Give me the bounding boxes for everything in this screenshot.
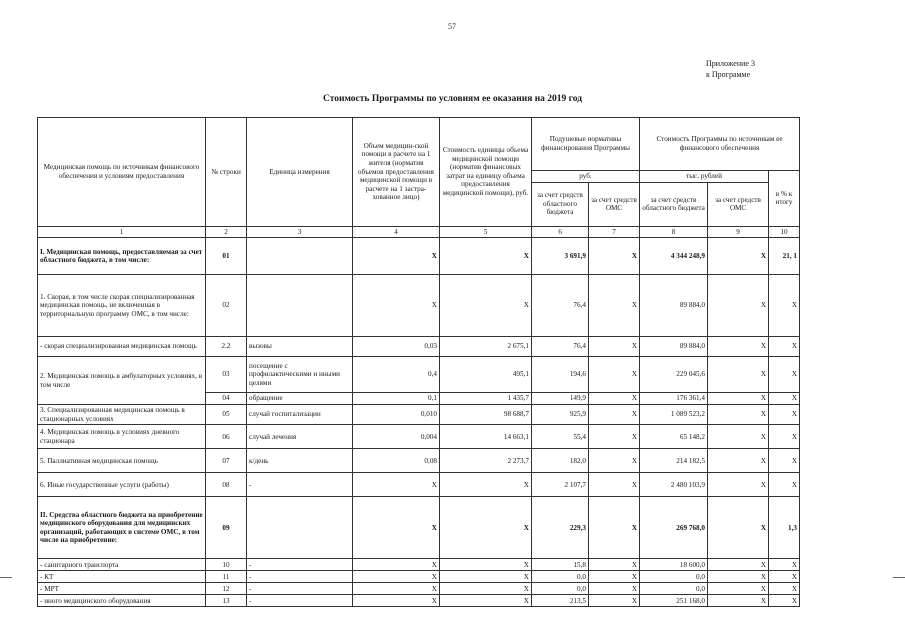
row-oms-cost: X	[708, 405, 769, 425]
row-number: 06	[206, 425, 247, 449]
row-volume: 0,010	[353, 405, 440, 425]
row-unit-cost: 2 675,1	[440, 337, 532, 357]
row-unit	[247, 497, 353, 559]
row-number: 04	[206, 393, 247, 405]
row-name: - иного медицинского оборудования	[38, 595, 206, 607]
row-name: 4. Медицинская помощь в условиях дневного стационара	[38, 425, 206, 449]
row-budget-cost: 4 344 248,9	[640, 238, 708, 275]
row-budget-cost: 0,0	[640, 571, 708, 583]
row-oms-cost: X	[708, 559, 769, 571]
table-row	[38, 425, 800, 449]
row-oms-cost: X	[708, 497, 769, 559]
row-number: 01	[206, 238, 247, 275]
table-body	[38, 238, 800, 607]
row-unit: -	[247, 559, 353, 571]
row-percent: X	[769, 337, 800, 357]
row-oms-cost: X	[708, 357, 769, 393]
row-number: 2.2	[206, 337, 247, 357]
column-number: 5	[440, 226, 532, 238]
header-c6: за счет средств областного бюджета	[532, 182, 589, 226]
row-volume: X	[353, 238, 440, 275]
column-number: 4	[353, 226, 440, 238]
column-number: 1	[38, 226, 206, 238]
row-unit-cost: X	[440, 473, 532, 497]
column-number: 2	[206, 226, 247, 238]
row-unit-cost: 14 663,1	[440, 425, 532, 449]
table-row	[38, 357, 800, 393]
row-number: 03	[206, 357, 247, 393]
row-budget-cost: 1 089 523,2	[640, 405, 708, 425]
row-number: 13	[206, 595, 247, 607]
header-rub: руб.	[532, 171, 640, 183]
row-oms-cost: X	[708, 595, 769, 607]
row-oms-per-capita: X	[589, 449, 640, 473]
row-unit: к/день	[247, 449, 353, 473]
row-name: - скорая специализированная медицинская помощь	[38, 337, 206, 357]
row-unit-cost: 1 435,7	[440, 393, 532, 405]
row-budget-per-capita: 15,8	[532, 559, 589, 571]
row-name: 6. Иные государственные услуги (работы)	[38, 473, 206, 497]
row-unit: случай лечения	[247, 425, 353, 449]
row-budget-cost: 176 361,4	[640, 393, 708, 405]
row-budget-cost: 0,0	[640, 583, 708, 595]
row-oms-cost: X	[708, 425, 769, 449]
row-name: - санитарного транспорта	[38, 559, 206, 571]
row-percent: X	[769, 473, 800, 497]
row-unit	[247, 238, 353, 275]
row-unit-cost: X	[440, 595, 532, 607]
row-volume: X	[353, 497, 440, 559]
table-row	[38, 337, 800, 357]
header-program-cost: Стоимость Программы по источникам ее финансового обеспечения	[640, 118, 800, 171]
row-oms-per-capita: X	[589, 405, 640, 425]
row-oms-per-capita: X	[589, 357, 640, 393]
row-budget-cost: 269 768,0	[640, 497, 708, 559]
row-budget-cost: 229 045,6	[640, 357, 708, 393]
row-percent: X	[769, 425, 800, 449]
row-unit: -	[247, 473, 353, 497]
table-row	[38, 497, 800, 559]
row-volume: 0,1	[353, 393, 440, 405]
table-row	[38, 595, 800, 607]
row-unit-cost: 495,1	[440, 357, 532, 393]
row-oms-per-capita: X	[589, 275, 640, 337]
column-number: 10	[769, 226, 800, 238]
row-name: - МРТ	[38, 583, 206, 595]
row-budget-cost: 89 884,0	[640, 275, 708, 337]
row-number: 11	[206, 571, 247, 583]
row-budget-per-capita: 194,6	[532, 357, 589, 393]
row-oms-per-capita: X	[589, 583, 640, 595]
row-unit: -	[247, 595, 353, 607]
row-oms-per-capita: X	[589, 393, 640, 405]
column-number: 8	[640, 226, 708, 238]
row-unit-cost: X	[440, 559, 532, 571]
column-number-row	[38, 226, 800, 238]
row-oms-cost: X	[708, 275, 769, 337]
row-unit-cost: X	[440, 497, 532, 559]
row-percent: X	[769, 595, 800, 607]
row-volume: X	[353, 559, 440, 571]
row-volume: X	[353, 473, 440, 497]
row-budget-per-capita: 76,4	[532, 275, 589, 337]
row-volume: 0,004	[353, 425, 440, 449]
header-care-type: Медицинская помощь по источникам финансового обеспечения и условиям предоставления	[38, 118, 206, 227]
row-number: 07	[206, 449, 247, 473]
row-volume: X	[353, 583, 440, 595]
column-number: 3	[247, 226, 353, 238]
row-name: 5. Паллиативная медицинская помощь	[38, 449, 206, 473]
row-budget-per-capita: 182,0	[532, 449, 589, 473]
row-number: 12	[206, 583, 247, 595]
row-oms-cost: X	[708, 449, 769, 473]
row-budget-per-capita: 55,4	[532, 425, 589, 449]
row-budget-per-capita: 925,9	[532, 405, 589, 425]
row-budget-cost: 214 182,5	[640, 449, 708, 473]
row-percent: 21, 1	[769, 238, 800, 275]
header-row-number: № строки	[206, 118, 247, 227]
row-unit: случай госпитализации	[247, 405, 353, 425]
row-unit: -	[247, 583, 353, 595]
appendix-line-1: Приложение 3	[706, 59, 755, 68]
row-oms-per-capita: X	[589, 595, 640, 607]
table-row	[38, 238, 800, 275]
row-budget-per-capita: 149,9	[532, 393, 589, 405]
row-percent: X	[769, 449, 800, 473]
page-edge-mark	[0, 577, 12, 578]
header-c9: за счет средств ОМС	[708, 182, 769, 226]
table-row	[38, 275, 800, 337]
row-budget-cost: 2 480 103,9	[640, 473, 708, 497]
row-percent: X	[769, 275, 800, 337]
row-oms-per-capita: X	[589, 559, 640, 571]
table-row	[38, 449, 800, 473]
row-budget-per-capita: 229,3	[532, 497, 589, 559]
row-unit: обращение	[247, 393, 353, 405]
row-number: 05	[206, 405, 247, 425]
page-number: 57	[448, 22, 456, 31]
row-oms-per-capita: X	[589, 497, 640, 559]
column-number: 7	[589, 226, 640, 238]
column-number: 6	[532, 226, 589, 238]
table-header	[38, 118, 800, 238]
row-budget-per-capita: 3 691,9	[532, 238, 589, 275]
row-budget-cost: 65 148,2	[640, 425, 708, 449]
header-c7: за счет средств ОМС	[589, 182, 640, 226]
row-percent: X	[769, 571, 800, 583]
row-unit-cost: X	[440, 571, 532, 583]
cost-table	[37, 117, 800, 607]
row-oms-cost: X	[708, 571, 769, 583]
row-oms-per-capita: X	[589, 571, 640, 583]
header-thous-rub: тыс. рублей	[640, 171, 769, 183]
page-edge-mark	[893, 577, 905, 578]
row-volume: 0,08	[353, 449, 440, 473]
row-budget-cost: 89 884,0	[640, 337, 708, 357]
appendix-note	[706, 58, 755, 80]
row-unit-cost: X	[440, 275, 532, 337]
row-oms-per-capita: X	[589, 425, 640, 449]
row-budget-per-capita: 76,4	[532, 337, 589, 357]
row-name: I. Медицинская помощь, предоставляемая за счет областного бюджета, в том числе:	[38, 238, 206, 275]
row-volume: X	[353, 275, 440, 337]
document-title: Стоимость Программы по условиям ее оказания на 2019 год	[322, 94, 583, 104]
row-volume: X	[353, 571, 440, 583]
row-oms-cost: X	[708, 337, 769, 357]
row-number: 10	[206, 559, 247, 571]
table-row	[38, 583, 800, 595]
row-name: - КТ	[38, 571, 206, 583]
row-number: 08	[206, 473, 247, 497]
table-row	[38, 571, 800, 583]
row-percent: X	[769, 405, 800, 425]
header-per-capita: Подушевые нормативы финансирования Программы	[532, 118, 640, 171]
row-unit-cost: X	[440, 238, 532, 275]
row-percent: X	[769, 583, 800, 595]
row-unit-cost: 2 273,7	[440, 449, 532, 473]
row-oms-per-capita: X	[589, 238, 640, 275]
row-unit-cost: 98 688,7	[440, 405, 532, 425]
row-budget-cost: 18 600,0	[640, 559, 708, 571]
row-volume: 0,03	[353, 337, 440, 357]
table-row	[38, 559, 800, 571]
header-c8: за счет средств областного бюджета	[640, 182, 708, 226]
row-number: 02	[206, 275, 247, 337]
row-budget-per-capita: 213,5	[532, 595, 589, 607]
row-oms-cost: X	[708, 393, 769, 405]
row-percent: X	[769, 393, 800, 405]
row-percent: X	[769, 357, 800, 393]
column-number: 9	[708, 226, 769, 238]
row-unit: посещение с профилактическими и иными целями	[247, 357, 353, 393]
row-budget-per-capita: 0,0	[532, 583, 589, 595]
row-unit-cost: X	[440, 583, 532, 595]
row-name: II. Средства областного бюджета на приобретение медицинского оборудования для медицинских организаций, работающих в системе ОМС, в том числе на приобретение:	[38, 497, 206, 559]
row-volume: 0,4	[353, 357, 440, 393]
row-unit	[247, 275, 353, 337]
row-budget-per-capita: 2 107,7	[532, 473, 589, 497]
row-oms-cost: X	[708, 238, 769, 275]
table-row	[38, 405, 800, 425]
row-name: 1. Скорая, в том числе скорая специализированная медицинская помощь, не включенная в территориальную программу ОМС, в том числе:	[38, 275, 206, 337]
row-unit: -	[247, 571, 353, 583]
row-oms-per-capita: X	[589, 337, 640, 357]
row-oms-cost: X	[708, 583, 769, 595]
row-percent: 1,3	[769, 497, 800, 559]
row-name: 2. Медицинская помощь в амбулаторных условиях, в том числе	[38, 357, 206, 405]
row-volume: X	[353, 595, 440, 607]
row-unit: вызовы	[247, 337, 353, 357]
row-oms-cost: X	[708, 473, 769, 497]
appendix-line-2: к Программе	[706, 70, 751, 79]
row-budget-per-capita: 0,0	[532, 571, 589, 583]
header-percent: в % к итогу	[769, 171, 800, 227]
row-name: 3. Специализированная медицинская помощь в стационарных условиях	[38, 405, 206, 425]
row-budget-cost: 251 168,0	[640, 595, 708, 607]
header-unit-cost: Стоимость единицы объема медицинской помощи (норматив финансовых затрат на единицу объема предоставления медицинской помощи), руб.	[440, 118, 532, 227]
row-oms-per-capita: X	[589, 473, 640, 497]
header-unit: Единица измерения	[247, 118, 353, 227]
row-number: 09	[206, 497, 247, 559]
table-row	[38, 473, 800, 497]
header-volume: Объем медицин-ской помощи в расчете на 1 жителя (норматив объемов предоставления медицинской помощи в расчете на 1 застра-хованное лицо)	[353, 118, 440, 227]
row-percent: X	[769, 559, 800, 571]
